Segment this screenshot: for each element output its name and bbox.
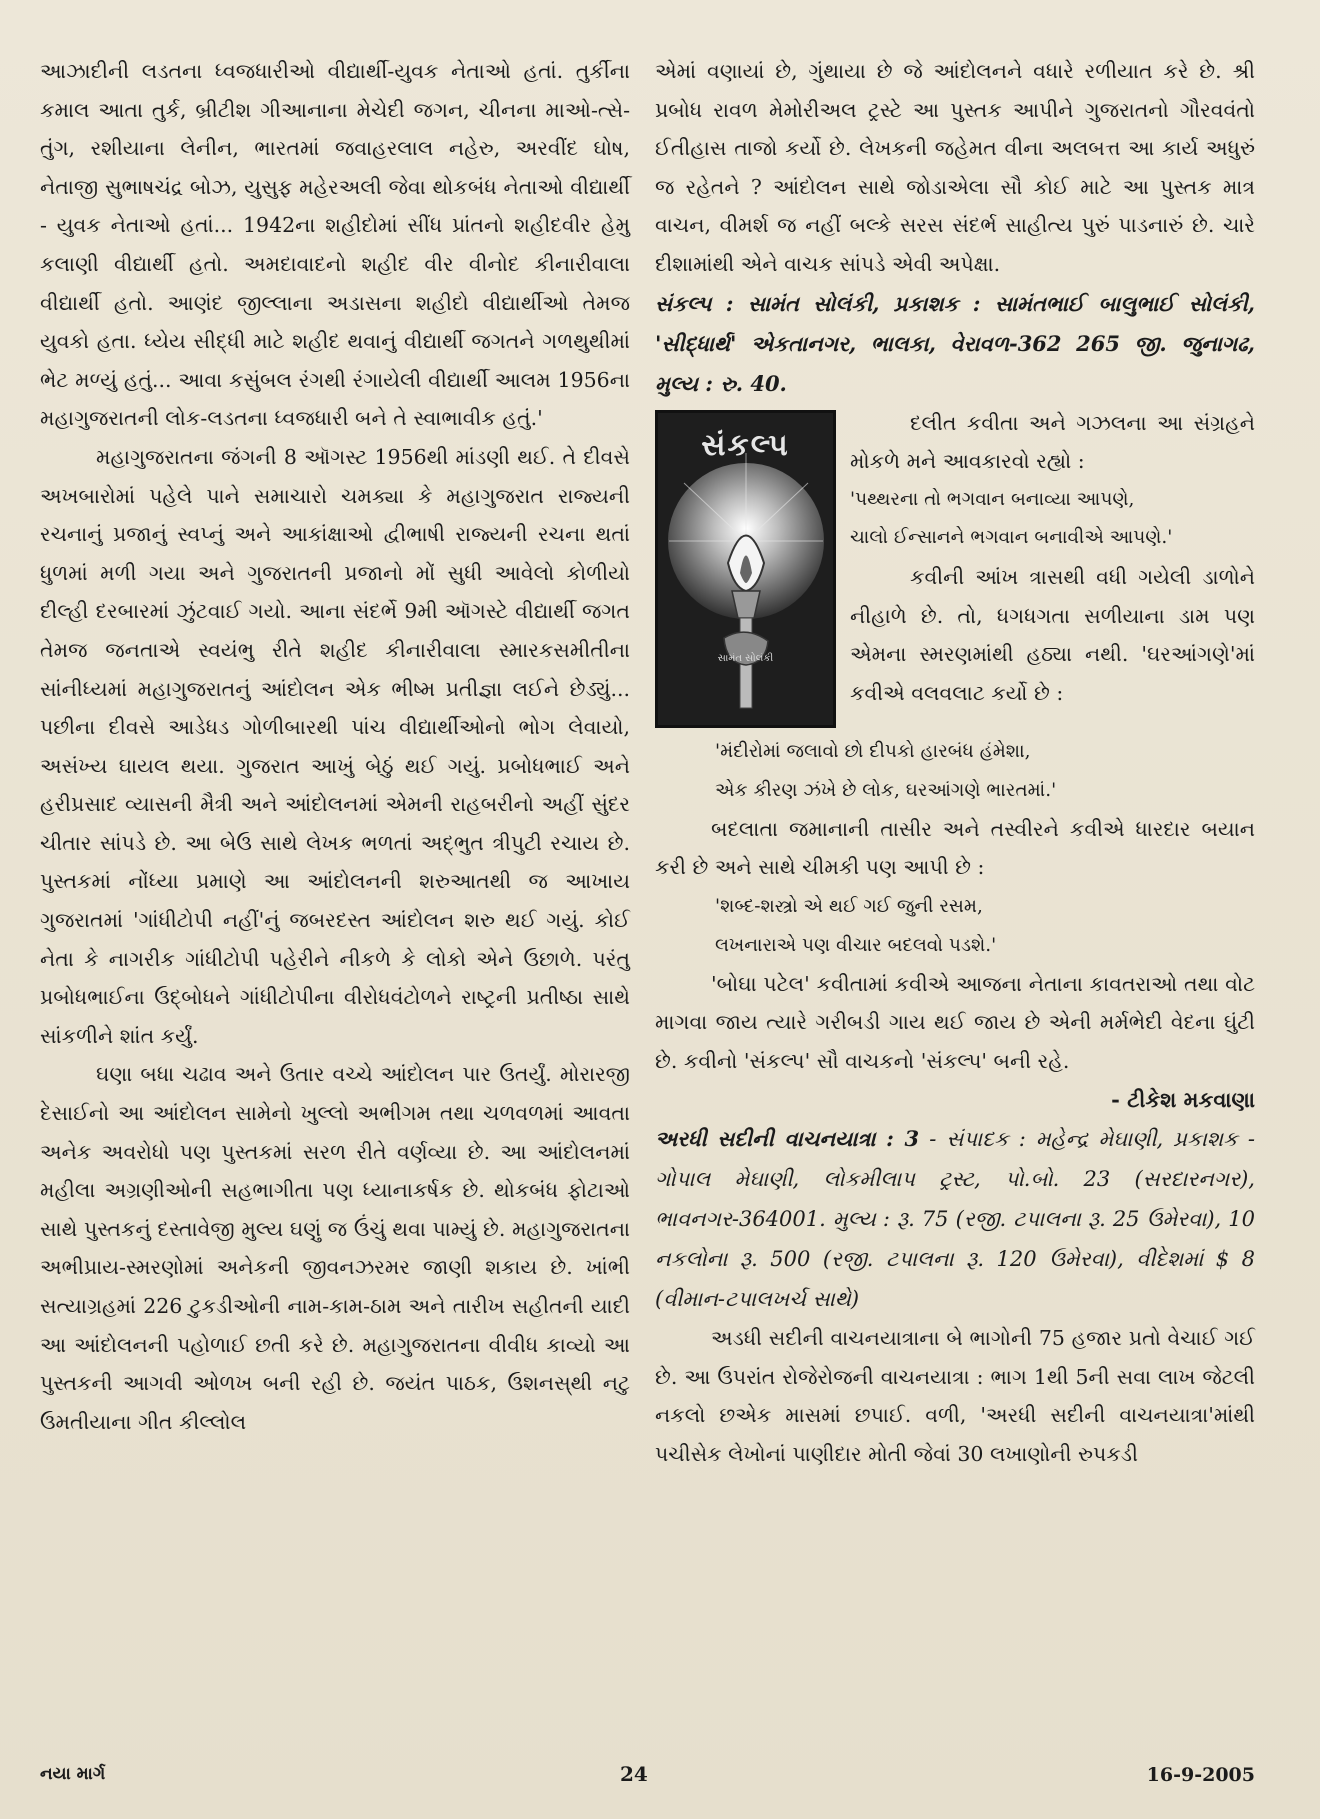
right-paragraph-2: દલીત કવીતા અને ગઝલના આ સંગ્રહને મોકળે મને આવકારવો રહ્યો : [850,410,1255,474]
footer-date: 16-9-2005 [1146,1764,1255,1786]
right-paragraph-4: બદલાતા જમાનાની તાસીર અને તસ્વીરને કવીએ ધારદાર બયાન કરી છે અને સાથે ચીમકી પણ આપી છે : [655,816,1255,880]
book-cover-title: સંકલ્પ [701,427,790,463]
quote-3-line-1: 'શબ્દ-શસ્ત્રો એ થઈ ગઈ જુની રસમ, [715,895,983,917]
quote-3-line-2: લખનારાએ પણ વીચાર બદલવો પડશે.' [715,934,997,956]
right-paragraph-1: એમાં વણાયાં છે, ગુંથાયા છે જે આંદોલનને વધારે રળીયાત કરે છે. શ્રી પ્રબોધ રાવળ મેમોરીઅલ ટ્રસ્ટે આ પુસ્તક આપીને ગુજરાતનો ગૌરવવંતો ઈતીહાસ તાજો કર્યો છે. લેખકની જહેમત વીના અલબત્ત આ કાર્ય અધુરું જ રહેતને ? આંદોલન સાથે જોડાએલા સૌ કોઈ માટે આ પુસ્તક માત્ર વાચન, વીમર્શ જ નહીં બલ્કે સરસ સંદર્ભ સાહીત્ય પુરું પાડનારું છે. ચારે દીશામાંથી એને વાચક સાંપડે એવી અપેક્ષા. [655,59,1255,276]
book-heading-vachanyatra [655,1119,1255,1319]
book-cover-author: સામંત સોલંકી [717,652,774,664]
left-paragraph-3: ઘણા બધા ચઢાવ અને ઉતાર વચ્ચે આંદોલન પાર ઉતર્યું. મોરારજી દેસાઈનો આ આંદોલન સામેનો ખુલ્લો અભીગમ તથા ચળવળમાં આવતા અનેક અવરોધો પણ પુસ્તકમાં સરળ રીતે વર્ણવ્યા છે. આ આંદોલનમાં મહીલા અગ્રણીઓની સહભાગીતા પણ ધ્યાનાકર્ષક છે. થોકબંધ ફોટાઓ સાથે પુસ્તકનું દસ્તાવેજી મુલ્ય ઘણું જ ઉંચું થવા પામ્યું છે. મહાગુજરાતના અભીપ્રાય-સ્મરણોમાં અનેકની જીવનઝરમર જાણી શકાય છે. ખાંભી સત્યાગ્રહમાં 226 ટુકડીઓની નામ-કામ-ઠામ અને તારીખ સહીતની યાદી આ આંદોલનની પહોળાઈ છતી કરે છે. મહાગુજરાતના વીવીધ કાવ્યો આ પુસ્તકની આગવી ઓળખ બની રહી છે. જયંત પાઠક, ઉશનસ્‌થી નટુ ઉમતીયાના ગીત કીલ્લોલ [40,1062,630,1434]
quote-2-line-2: એક કીરણ ઝંખે છે લોક, ઘરઆંગણે ભારતમાં.' [715,779,1057,801]
page-footer [40,1760,1255,1790]
review-with-cover [655,404,1255,732]
right-paragraph-3: કવીની આંખ ત્રાસથી વધી ગયેલી ડાળોને નીહાળે છે. તો, ધગધગતા સળીયાના ડામ પણ એમના સ્મરણમાંથી હઠ્યા નથી. 'ઘરઆંગણે'માં કવીએ વલવલાટ કર્યો છે : [850,564,1255,705]
right-column [655,52,1255,1474]
quote-1-line-2: ચાલો ઈન્સાનને ભગવાન બનાવીએ આપણે.' [850,527,1173,549]
book-heading-sankalp: સંકલ્પ : સામંત સોલંકી, પ્રકાશક : સામંતભાઈ બાલુભાઈ સોલંકી, 'સીદ્ધાર્થ' એકતાનગર, ભાલકા, વેરાવળ-362 265 જી. જુનાગઢ, મુલ્ય : રુ. 40. [655,290,1255,396]
footer-magazine-name: નયા માર્ગ [40,1764,106,1784]
right-paragraph-5: 'બોઘા પટેલ' કવીતામાં કવીએ આજના નેતાના કાવતરાઓ તથા વોટ માગવા જાય ત્યારે ગરીબડી ગાય થઈ જાય છે એની મર્મભેદી વેદના ઘુંટી છે. કવીનો 'સંકલ્પ' સૌ વાચકનો 'સંકલ્પ' બની રહે. [655,971,1255,1073]
quote-1-line-1: 'પથ્થરના તો ભગવાન બનાવ્યા આપણે, [850,488,1135,510]
left-paragraph-1: આઝાદીની લડતના ધ્વજધારીઓ વીદ્યાર્થી-યુવક નેતાઓ હતાં. તુર્કીના કમાલ આતા તુર્ક, બ્રીટીશ ગીઆનાના મેચેદી જગન, ચીનના માઓ-ત્સે-તુંગ, રશીયાના લેનીન, ભારતમાં જવાહરલાલ નહેરુ, અરવીંદ ઘોષ, નેતાજી સુભાષચંદ્ર બોઝ, યુસુફ મહેરઅલી જેવા થોકબંધ નેતાઓ વીદ્યાર્થી - યુવક નેતાઓ હતાં... 1942ના શહીદોમાં સીંધ પ્રાંતનો શહીદવીર હેમુ કલાણી વીદ્યાર્થી હતો. અમદાવાદનો શહીદ વીર વીનોદ કીનારીવાલા વીદ્યાર્થી હતો. આણંદ જીલ્લાના અડાસના શહીદો વીદ્યાર્થીઓ તેમજ યુવકો હતા. ધ્યેય સીદ્ધી માટે શહીદ થવાનું વીદ્યાર્થી જગતને ગળથુથીમાં ભેટ મળ્યું હતું... આવા કસુંબલ રંગથી રંગાયેલી વીદ્યાર્થી આલમ 1956ના મહાગુજરાતની લોક-લડતના ધ્વજધારી બને તે સ્વાભાવીક હતું.' [40,59,630,431]
footer-page-number: 24 [620,1762,648,1786]
right-paragraph-6: અડધી સદીની વાચનયાત્રાના બે ભાગોની 75 હજાર પ્રતો વેચાઈ ગઈ છે. આ ઉપરાંત રોજેરોજની વાચનયાત્રા : ભાગ 1થી 5ની સવા લાખ જેટલી નકલો છએક માસમાં છપાઈ. વળી, 'અરધી સદીની વાચનયાત્રા'માંથી પચીસેક લેખોનાં પાણીદાર મોતી જેવાં 30 લખાણોની રુપકડી [655,1326,1255,1466]
left-paragraph-2: મહાગુજરાતના જંગની 8 ઑગસ્ટ 1956થી માંડણી થઈ. તે દીવસે અખબારોમાં પહેલે પાને સમાચારો ચમક્યા કે મહાગુજરાત રાજ્યની રચનાનું પ્રજાનું સ્વપ્નું અને આકાંક્ષાઓ દ્વીભાષી રાજ્યની રચના થતાં ધુળમાં મળી ગયા અને ગુજરાતની પ્રજાનો મોં સુધી આવેલો કોળીયો દીલ્હી દરબારમાં ઝુંટવાઈ ગયો. આના સંદર્ભે 9મી ઑગસ્ટે વીદ્યાર્થી જગત તેમજ જનતાએ સ્વયંભુ રીતે શહીદ કીનારીવાલા સ્મારકસમીતીના સાંનીધ્યમાં મહાગુજરાતનું આંદોલન એક ભીષ્મ પ્રતીજ્ઞા લઈને છેડ્યું... પછીના દીવસે આડેધડ ગોળીબારથી પાંચ વીદ્યાર્થીઓનો ભોગ લેવાયો, અસંખ્ય ઘાયલ થયા. ગુજરાત આખું બેઠું થઈ ગયું. પ્રબોધભાઈ અને હરીપ્રસાદ વ્યાસની મૈત્રી અને આંદોલનમાં એમની રાહબરીનો અહીં સુંદર ચીતાર સાંપડે છે. આ બેઉ સાથે લેખક ભળતાં અદ્‌ભુત ત્રીપુટી રચાય છે. પુસ્તકમાં નોંધ્યા પ્રમાણે આ આંદોલનની શરુઆતથી જ આખાય ગુજરાતમાં 'ગાંધીટોપી નહીં'નું જબરદસ્ત આંદોલન શરુ થઈ ગયું. કોઈ નેતા કે નાગરીક ગાંધીટોપી પહેરીને નીકળે કે લોકો એને ઉછાળે. પરંતુ પ્રબોધભાઈના ઉદ્‌બોધને ગાંધીટોપીના વીરોધવંટોળને રાષ્ટ્રની પ્રતીષ્ઠા સાથે સાંકળીને શાંત કર્યું. [40,444,630,1048]
book-cover-image [655,410,836,728]
left-column [40,52,630,1441]
book-heading-vachanyatra-details: - સંપાદક : મહેન્દ્ર મેઘાણી, પ્રકાશક - ગોપાલ મેઘાણી, લોકમીલાપ ટ્રસ્ટ, પો.બો. 23 (સરદારનગર), ભાવનગર-364001. મુલ્ય : રૂ. 75 (રજી. ટપાલના રૂ. 25 ઉમેરવા), 10 નકલોના રૂ. 500 (રજી. ટપાલના રૂ. 120 ઉમેરવા), વીદેશમાં $ 8 (વીમાન-ટપાલખર્ચ સાથે) [655,1127,1255,1312]
review-signature: - ટીકેશ મકવાણા [1111,1086,1255,1112]
quote-2-line-1: 'મંદીરોમાં જલાવો છો દીપકો હારબંધ હંમેશા, [715,740,1031,762]
book-heading-vachanyatra-title: અરધી સદીની વાચનયાત્રા : 3 [655,1126,920,1152]
